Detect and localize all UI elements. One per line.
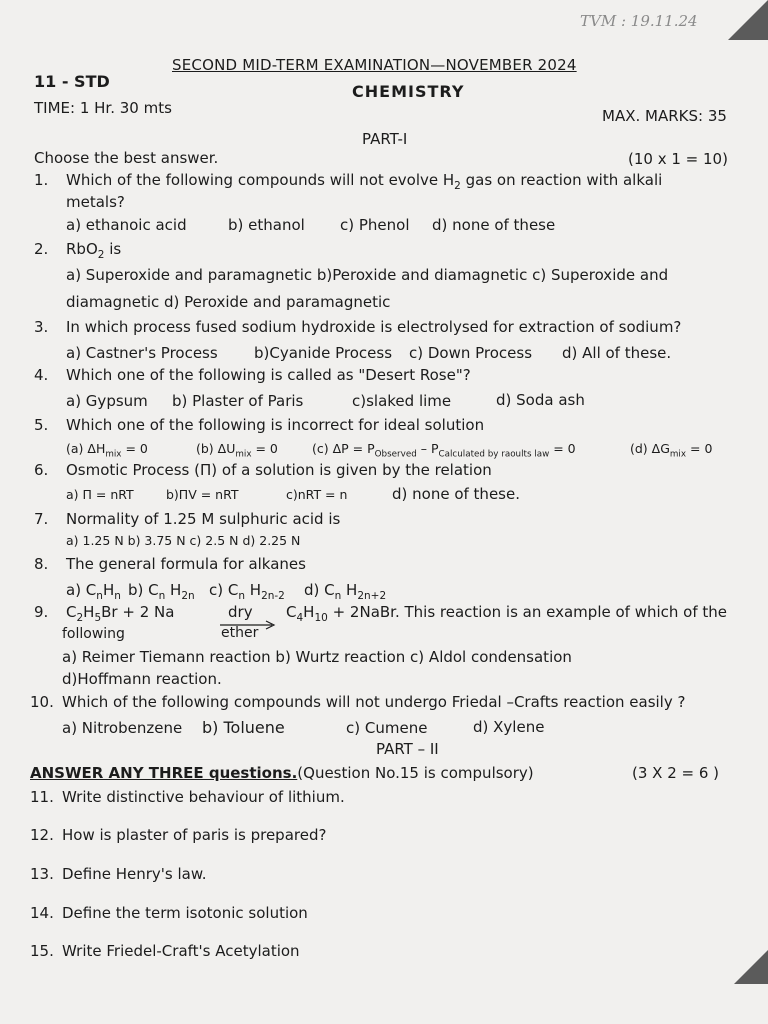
question-1-option-c: c) Phenol	[340, 216, 410, 234]
question-4: 4. Which one of the following is called as "Desert Rose"?	[34, 366, 471, 384]
question-10-option-b: b) Toluene	[202, 718, 285, 737]
standard-label: 11 - STD	[34, 72, 110, 91]
question-3: 3. In which process fused sodium hydroxide is electrolysed for extraction of sodium?	[34, 318, 682, 336]
max-marks-label: MAX. MARKS: 35	[602, 107, 727, 125]
question-8-option-b: b) $C_n$ $H_{2n}$	[128, 581, 195, 602]
question-8: 8. The general formula for alkanes	[34, 555, 306, 573]
question-2-options-line-1: a) Superoxide and paramagnetic b)Peroxide and diamagnetic c) Superoxide and	[66, 266, 669, 284]
question-8-text: The general formula for alkanes	[66, 555, 306, 573]
time-label: TIME: 1 Hr. 30 mts	[34, 99, 172, 117]
question-9-reactants: $C_2H_5Br + 2$ Na	[66, 603, 175, 624]
question-4-option-d: d) Soda ash	[496, 391, 585, 409]
part-two-instruction-rest: (Question No.15 is compulsory)	[297, 764, 534, 782]
question-4-option-a: a) Gypsum	[66, 392, 148, 410]
part-one-heading: PART-I	[362, 130, 408, 148]
part-two-heading: PART – II	[376, 740, 439, 758]
question-1-text-cont: metals?	[66, 193, 125, 211]
part-one-instruction: Choose the best answer.	[34, 149, 219, 167]
question-2-text: RbO$_2$ is	[66, 240, 122, 261]
question-4-text: Which one of the following is called as "Desert Rose"?	[66, 366, 471, 384]
question-3-text: In which process fused sodium hydroxide is electrolysed for extraction of sodium?	[66, 318, 682, 336]
page-corner-shadow	[728, 0, 768, 40]
question-5: 5. Which one of the following is incorrect for ideal solution	[34, 416, 485, 434]
question-6-option-c: c)nRT = n	[286, 487, 348, 502]
question-9-options-line-2: d)Hoffmann reaction.	[62, 670, 222, 688]
question-11-text: Write distinctive behaviour of lithium.	[62, 788, 345, 806]
question-1-option-a: a) ethanoic acid	[66, 216, 187, 234]
question-2-options-line-2: diamagnetic d) Peroxide and paramagnetic	[66, 293, 391, 311]
question-6-text: Osmotic Process (Π) of a solution is given by the relation	[66, 461, 492, 479]
question-1: 1. Which of the following compounds will not evolve $H_2$ gas on reaction with alkali	[34, 171, 663, 192]
question-2: 2. RbO$_2$ is	[34, 240, 122, 261]
question-11: 11. Write distinctive behaviour of lithium.	[30, 788, 345, 806]
question-6: 6. Osmotic Process (Π) of a solution is given by the relation	[34, 461, 492, 479]
question-10-text: Which of the following compounds will not undergo Friedal –Crafts reaction easily ?	[62, 693, 686, 711]
question-5-text: Which one of the following is incorrect for ideal solution	[66, 416, 485, 434]
question-3-option-a: a) Castner's Process	[66, 344, 218, 362]
question-1-text: Which of the following compounds will not evolve $H_2$ gas on reaction with alkali	[66, 171, 663, 192]
question-9-text: $C_4H_{10}$ + 2NaBr. This reaction is an example of which of the	[286, 603, 728, 624]
question-13-text: Define Henry's law.	[62, 865, 207, 883]
question-12: 12. How is plaster of paris is prepared?	[30, 826, 327, 844]
question-14-text: Define the term isotonic solution	[62, 904, 308, 922]
question-3-option-b: b)Cyanide Process	[254, 344, 393, 362]
question-3-option-d: d) All of these.	[562, 344, 672, 362]
question-13: 13. Define Henry's law.	[30, 865, 207, 883]
question-3-option-c: c) Down Process	[409, 344, 533, 362]
question-9-text-cont: following	[62, 626, 125, 642]
question-5-option-b: (b) $\Delta U_{mix} = 0$	[196, 441, 278, 460]
exam-title: SECOND MID-TERM EXAMINATION—NOVEMBER 2024	[172, 56, 577, 74]
question-15-text: Write Friedel-Craft's Acetylation	[62, 942, 300, 960]
question-14: 14. Define the term isotonic solution	[30, 904, 308, 922]
question-10-option-c: c) Cumene	[346, 719, 428, 737]
question-9: 9. $C_2H_5Br + 2$ Na	[34, 603, 175, 624]
question-12-text: How is plaster of paris is prepared?	[62, 826, 327, 844]
question-4-option-b: b) Plaster of Paris	[172, 392, 304, 410]
part-two-instruction	[30, 764, 534, 782]
question-10: 10. Which of the following compounds will not undergo Friedal –Crafts reaction easily ?	[30, 693, 686, 711]
question-6-option-d: d) none of these.	[392, 485, 520, 503]
question-8-option-d: d) $C_n$ $H_{2n+2}$	[304, 581, 387, 602]
question-9-condition-bottom: ether	[221, 625, 259, 641]
question-6-option-b: b)ΠV = nRT	[166, 487, 239, 502]
question-7-options: a) 1.25 N b) 3.75 N c) 2.5 N d) 2.25 N	[66, 533, 301, 548]
subject-title: CHEMISTRY	[352, 82, 465, 101]
question-8-option-a: a) $C_nH_n$	[66, 581, 121, 602]
question-5-option-d: (d) $\Delta G_{mix} = 0$	[630, 441, 713, 460]
part-two-instruction-underlined: ANSWER ANY THREE questions.	[30, 764, 298, 782]
question-10-option-d: d) Xylene	[473, 718, 545, 736]
part-one-marks: (10 x 1 = 10)	[628, 150, 728, 168]
part-two-marks: (3 X 2 = 6 )	[632, 764, 720, 782]
question-10-option-a: a) Nitrobenzene	[62, 719, 183, 737]
question-1-option-d: d) none of these	[432, 216, 556, 234]
question-5-option-c: (c) $\Delta P = P_{Observed} - P_{Calculated by raoults law} = 0$	[312, 441, 576, 460]
handwritten-date-note: TVM : 19.11.24	[580, 12, 698, 30]
question-9-condition-top: dry	[228, 603, 253, 621]
question-1-option-b: b) ethanol	[228, 216, 305, 234]
question-4-option-c: c)slaked lime	[352, 392, 452, 410]
question-6-option-a: a) Π = nRT	[66, 487, 134, 502]
question-7: 7. Normality of 1.25 M sulphuric acid is	[34, 510, 341, 528]
question-9-options-line-1: a) Reimer Tiemann reaction b) Wurtz reaction c) Aldol condensation	[62, 648, 572, 666]
question-8-option-c: c) $C_n$ $H_{2n-2}$	[209, 581, 285, 602]
page-corner-shadow	[734, 950, 768, 984]
question-15: 15. Write Friedel-Craft's Acetylation	[30, 942, 300, 960]
question-5-option-a: (a) $\Delta H_{mix} = 0$	[66, 441, 148, 460]
question-7-text: Normality of 1.25 M sulphuric acid is	[66, 510, 341, 528]
